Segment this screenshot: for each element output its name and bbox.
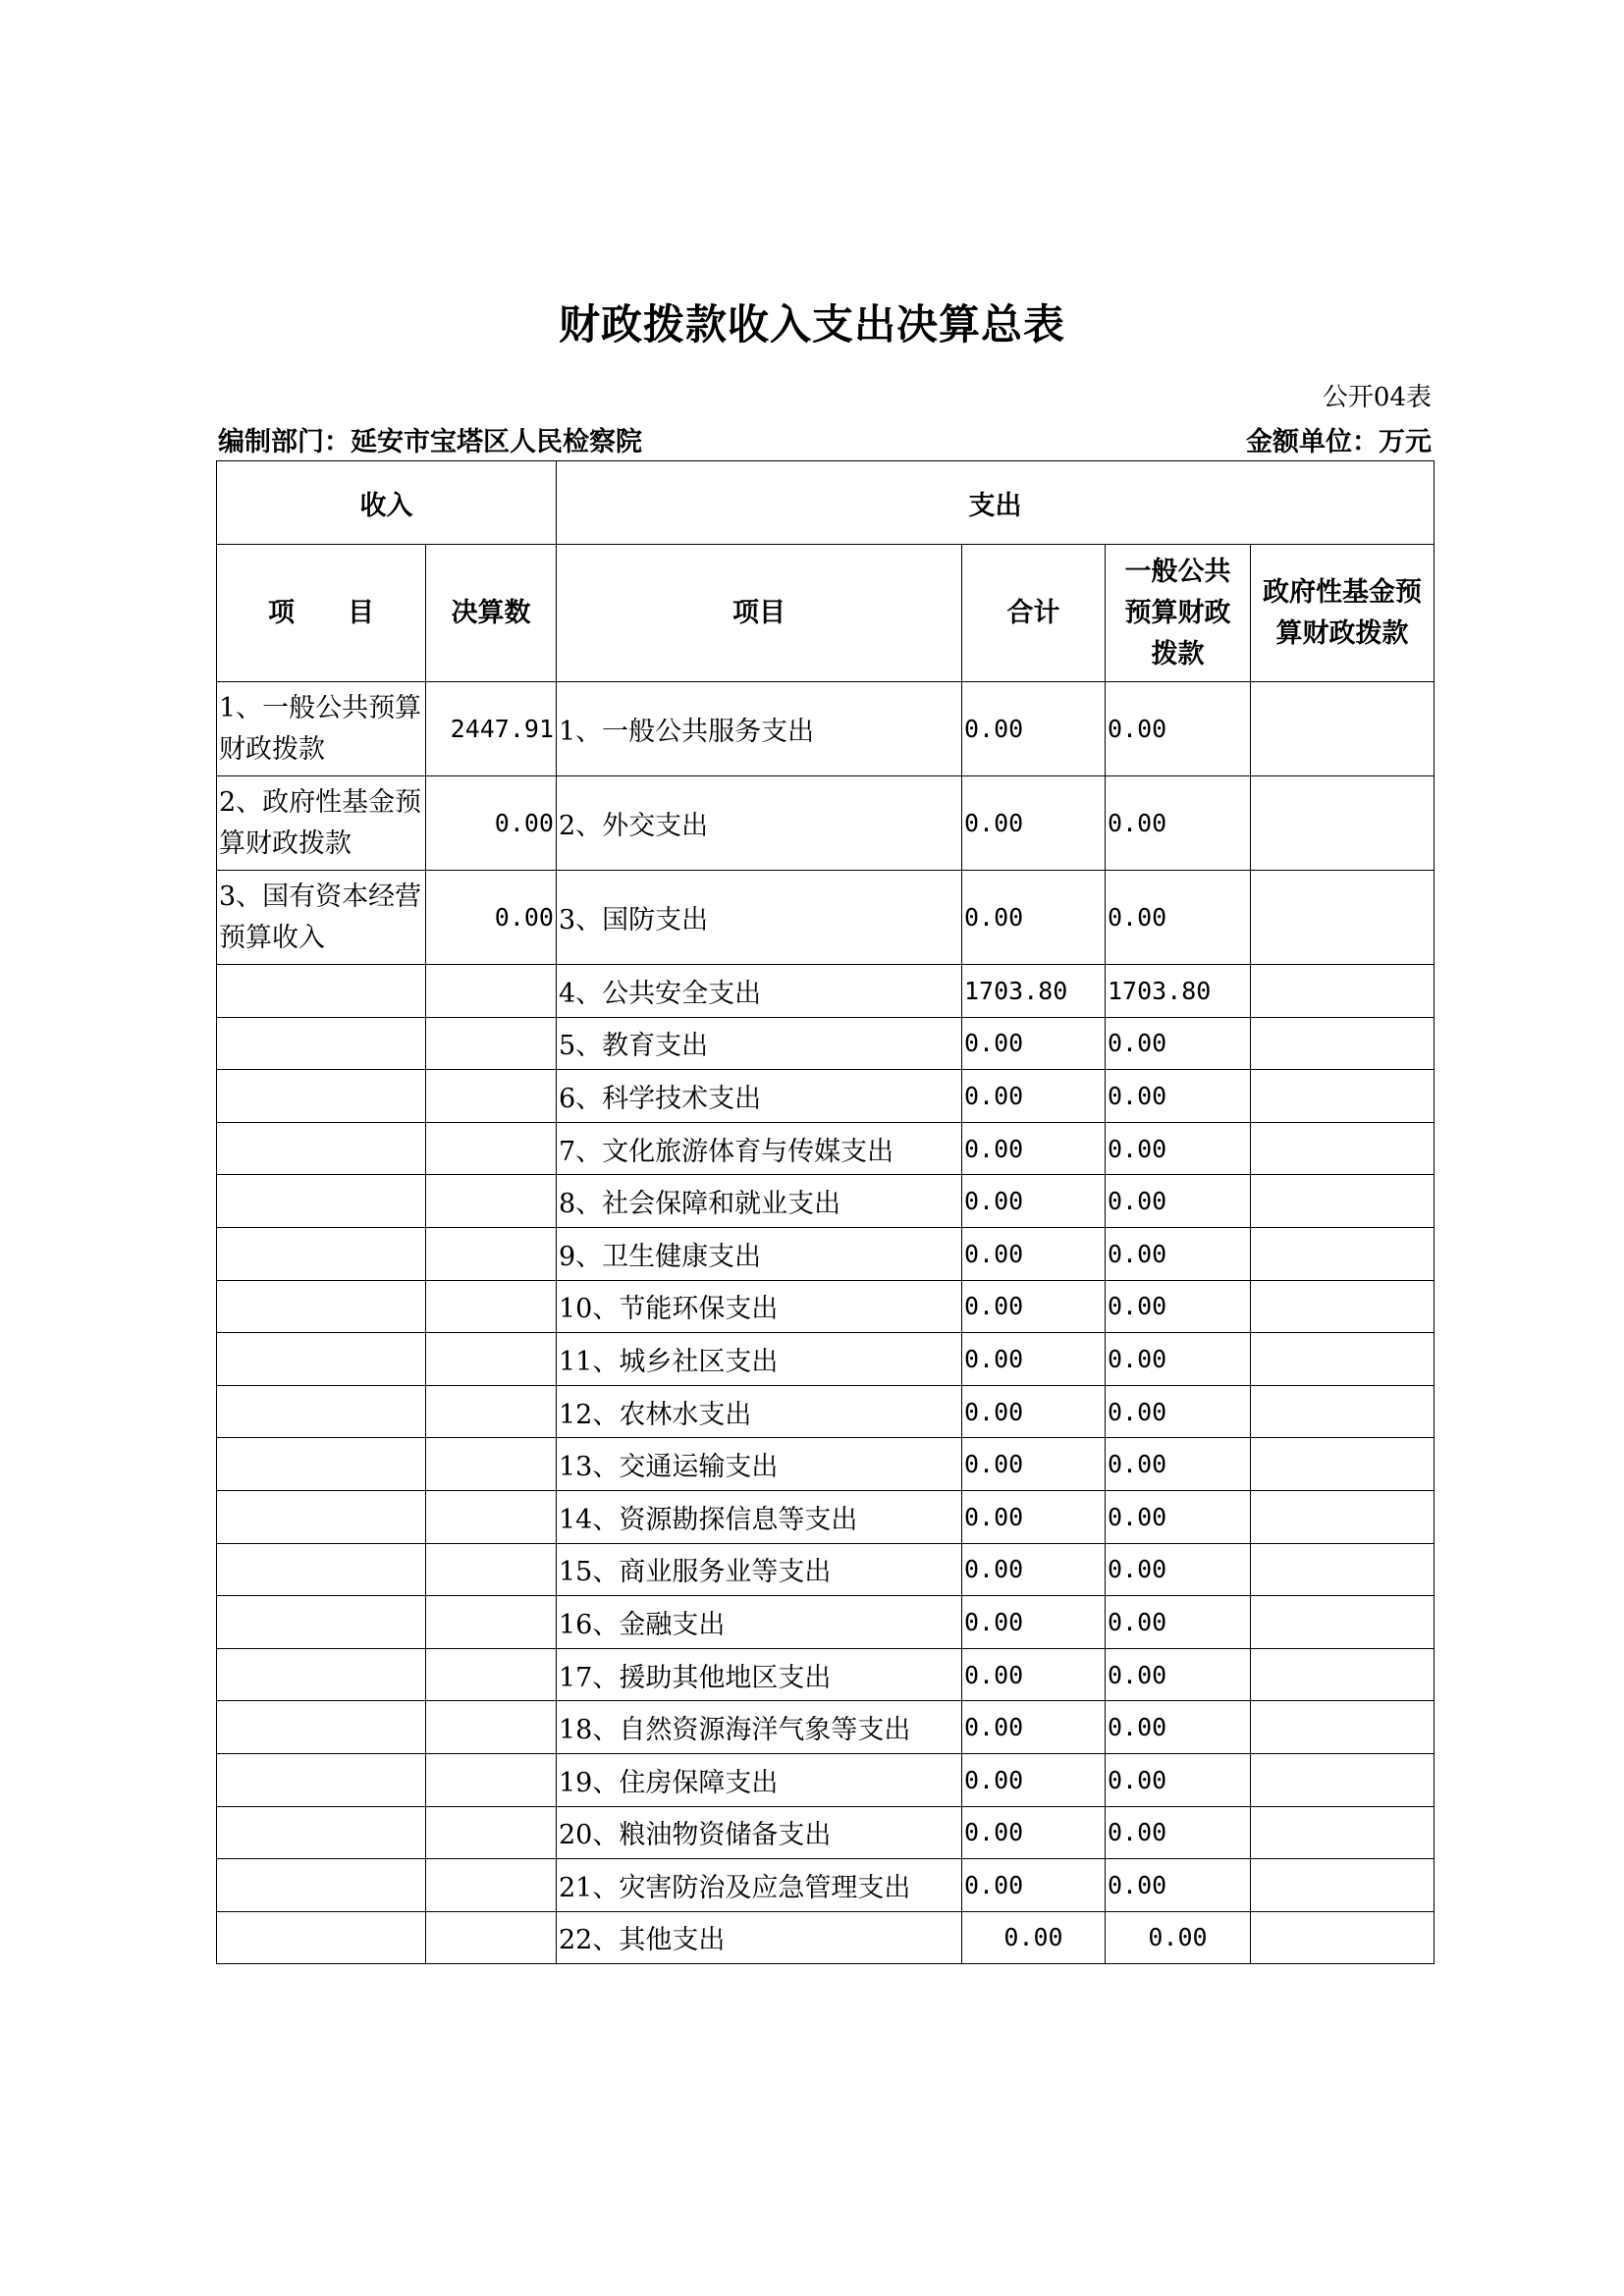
expense-fund-cell (1251, 1806, 1435, 1859)
expense-item-cell: 8、社会保障和就业支出 (557, 1175, 962, 1228)
expense-total-cell: 0.00 (962, 1280, 1106, 1333)
income-header: 收入 (217, 461, 557, 545)
expense-item-cell: 5、教育支出 (557, 1017, 962, 1070)
income-item-cell (217, 1596, 426, 1649)
table-row (217, 776, 1435, 871)
income-item-cell (217, 1280, 426, 1333)
expense-total-cell: 0.00 (962, 1701, 1106, 1754)
expense-general-cell: 0.00 (1106, 1438, 1251, 1491)
expense-fund-cell (1251, 1280, 1435, 1333)
income-item-cell: 3、国有资本经营预算收入 (217, 871, 426, 965)
income-amount-cell: 0.00 (426, 776, 557, 871)
income-item-cell (217, 1859, 426, 1912)
expense-total-cell: 0.00 (962, 682, 1106, 776)
expense-general-cell: 0.00 (1106, 1070, 1251, 1123)
final-amount-header: 决算数 (426, 545, 557, 682)
expense-fund-cell (1251, 1333, 1435, 1386)
expense-item-cell: 12、农林水支出 (557, 1385, 962, 1438)
expense-item-cell: 2、外交支出 (557, 776, 962, 871)
table-row (217, 1070, 1435, 1123)
expense-total-cell: 0.00 (962, 1438, 1106, 1491)
table-row (217, 1806, 1435, 1859)
expense-fund-cell (1251, 1438, 1435, 1491)
expense-item-cell: 22、其他支出 (557, 1911, 962, 1964)
income-item-cell (217, 1122, 426, 1175)
income-amount-cell (426, 1490, 557, 1543)
header-row-2 (217, 545, 1435, 682)
general-budget-header: 一般公共预算财政拨款 (1106, 545, 1251, 682)
income-amount-cell (426, 1122, 557, 1175)
expense-fund-cell (1251, 1701, 1435, 1754)
expense-general-cell: 0.00 (1106, 1753, 1251, 1806)
expense-total-cell: 0.00 (962, 776, 1106, 871)
income-amount-cell (426, 1438, 557, 1491)
expense-total-cell: 0.00 (962, 1543, 1106, 1596)
income-item-header: 项 目 (217, 545, 426, 682)
income-amount-cell (426, 1596, 557, 1649)
expense-general-cell: 0.00 (1106, 1490, 1251, 1543)
expense-general-cell: 0.00 (1106, 1701, 1251, 1754)
expense-item-cell: 19、住房保障支出 (557, 1753, 962, 1806)
expense-total-cell: 0.00 (962, 1333, 1106, 1386)
expense-total-cell: 0.00 (962, 1911, 1106, 1964)
income-amount-cell (426, 1280, 557, 1333)
expense-general-cell: 0.00 (1106, 1227, 1251, 1280)
expense-general-cell: 0.00 (1106, 1280, 1251, 1333)
income-amount-cell (426, 1175, 557, 1228)
expense-general-cell: 0.00 (1106, 1122, 1251, 1175)
table-row (217, 1543, 1435, 1596)
income-item-cell (217, 1333, 426, 1386)
expense-general-cell: 0.00 (1106, 1911, 1251, 1964)
header-row-1 (217, 461, 1435, 545)
table-row (217, 1333, 1435, 1386)
expense-fund-cell (1251, 1175, 1435, 1228)
income-item-cell (217, 1385, 426, 1438)
expense-general-cell: 1703.80 (1106, 965, 1251, 1018)
expense-general-cell: 0.00 (1106, 1175, 1251, 1228)
expense-item-cell: 14、资源勘探信息等支出 (557, 1490, 962, 1543)
expense-fund-cell (1251, 871, 1435, 965)
expense-total-cell: 0.00 (962, 1070, 1106, 1123)
income-amount-cell (426, 1911, 557, 1964)
expense-total-cell: 0.00 (962, 1175, 1106, 1228)
expense-item-cell: 13、交通运输支出 (557, 1438, 962, 1491)
expense-item-cell: 21、灾害防治及应急管理支出 (557, 1859, 962, 1912)
table-row (217, 682, 1435, 776)
expense-fund-cell (1251, 1596, 1435, 1649)
expense-total-cell: 0.00 (962, 1017, 1106, 1070)
expense-general-cell: 0.00 (1106, 776, 1251, 871)
expense-general-cell: 0.00 (1106, 1543, 1251, 1596)
table-row (217, 1385, 1435, 1438)
expense-item-cell: 18、自然资源海洋气象等支出 (557, 1701, 962, 1754)
income-item-cell (217, 1806, 426, 1859)
expense-fund-cell (1251, 682, 1435, 776)
expense-total-cell: 0.00 (962, 1806, 1106, 1859)
income-amount-cell (426, 1543, 557, 1596)
expense-general-cell: 0.00 (1106, 1385, 1251, 1438)
income-amount-cell (426, 1648, 557, 1701)
table-body (217, 682, 1435, 1964)
table-row (217, 1911, 1435, 1964)
expense-total-cell: 0.00 (962, 1648, 1106, 1701)
income-amount-cell (426, 1385, 557, 1438)
expense-fund-cell (1251, 1859, 1435, 1912)
expense-item-cell: 16、金融支出 (557, 1596, 962, 1649)
table-row (217, 1753, 1435, 1806)
table-row (217, 1175, 1435, 1228)
income-item-cell (217, 1175, 426, 1228)
expense-header: 支出 (557, 461, 1435, 545)
expense-item-cell: 11、城乡社区支出 (557, 1333, 962, 1386)
expense-item-cell: 20、粮油物资储备支出 (557, 1806, 962, 1859)
expense-item-cell: 10、节能环保支出 (557, 1280, 962, 1333)
expense-item-cell: 7、文化旅游体育与传媒支出 (557, 1122, 962, 1175)
expense-total-cell: 0.00 (962, 1122, 1106, 1175)
table-row (217, 1859, 1435, 1912)
income-amount-cell (426, 1701, 557, 1754)
income-amount-cell (426, 1070, 557, 1123)
income-item-cell (217, 1490, 426, 1543)
income-item-cell (217, 1911, 426, 1964)
income-amount-cell (426, 1017, 557, 1070)
total-header: 合计 (962, 545, 1106, 682)
income-item-cell (217, 1227, 426, 1280)
gov-fund-header: 政府性基金预算财政拨款 (1251, 545, 1435, 682)
table-row (217, 1438, 1435, 1491)
expense-general-cell: 0.00 (1106, 871, 1251, 965)
income-amount-cell (426, 1859, 557, 1912)
expense-item-cell: 17、援助其他地区支出 (557, 1648, 962, 1701)
expense-total-cell: 0.00 (962, 871, 1106, 965)
page-title: 财政拨款收入支出决算总表 (558, 300, 1065, 348)
income-item-cell (217, 1753, 426, 1806)
expense-item-cell: 4、公共安全支出 (557, 965, 962, 1018)
income-amount-cell: 2447.91 (426, 682, 557, 776)
expense-total-cell: 0.00 (962, 1596, 1106, 1649)
expense-general-cell: 0.00 (1106, 1017, 1251, 1070)
expense-general-cell: 0.00 (1106, 1806, 1251, 1859)
income-amount-cell (426, 1806, 557, 1859)
income-item-cell (217, 1543, 426, 1596)
income-item-cell: 1、一般公共预算财政拨款 (217, 682, 426, 776)
expense-fund-cell (1251, 1911, 1435, 1964)
income-amount-cell (426, 965, 557, 1018)
expense-general-cell: 0.00 (1106, 1859, 1251, 1912)
budget-table (216, 460, 1435, 1964)
form-number: 公开04表 (1322, 383, 1432, 412)
expense-fund-cell (1251, 1070, 1435, 1123)
expense-total-cell: 1703.80 (962, 965, 1106, 1018)
expense-item-cell: 9、卫生健康支出 (557, 1227, 962, 1280)
expense-total-cell: 0.00 (962, 1227, 1106, 1280)
table-row (217, 1017, 1435, 1070)
compiling-department: 编制部门：延安市宝塔区人民检察院 (218, 427, 642, 457)
expense-general-cell: 0.00 (1106, 682, 1251, 776)
income-item-cell (217, 1701, 426, 1754)
income-amount-cell (426, 1753, 557, 1806)
expense-total-cell: 0.00 (962, 1385, 1106, 1438)
table-row (217, 965, 1435, 1018)
expense-fund-cell (1251, 1017, 1435, 1070)
expense-fund-cell (1251, 1753, 1435, 1806)
income-item-cell (217, 1070, 426, 1123)
expense-fund-cell (1251, 1648, 1435, 1701)
expense-fund-cell (1251, 1227, 1435, 1280)
expense-item-cell: 3、国防支出 (557, 871, 962, 965)
expense-fund-cell (1251, 965, 1435, 1018)
expense-general-cell: 0.00 (1106, 1333, 1251, 1386)
table-row (217, 1122, 1435, 1175)
expense-item-cell: 15、商业服务业等支出 (557, 1543, 962, 1596)
expense-total-cell: 0.00 (962, 1490, 1106, 1543)
expense-fund-cell (1251, 1543, 1435, 1596)
table-row (217, 1280, 1435, 1333)
income-item-cell (217, 1648, 426, 1701)
expense-fund-cell (1251, 1490, 1435, 1543)
table-row (217, 1596, 1435, 1649)
expense-fund-cell (1251, 776, 1435, 871)
expense-item-cell: 6、科学技术支出 (557, 1070, 962, 1123)
income-item-cell (217, 1438, 426, 1491)
expense-fund-cell (1251, 1122, 1435, 1175)
expense-total-cell: 0.00 (962, 1859, 1106, 1912)
amount-unit: 金额单位：万元 (1246, 427, 1432, 457)
income-amount-cell (426, 1227, 557, 1280)
income-item-cell (217, 965, 426, 1018)
income-item-cell (217, 1017, 426, 1070)
income-amount-cell (426, 1333, 557, 1386)
table-row (217, 1227, 1435, 1280)
expense-general-cell: 0.00 (1106, 1648, 1251, 1701)
expense-item-header: 项目 (557, 545, 962, 682)
expense-general-cell: 0.00 (1106, 1596, 1251, 1649)
expense-item-cell: 1、一般公共服务支出 (557, 682, 962, 776)
income-amount-cell: 0.00 (426, 871, 557, 965)
expense-fund-cell (1251, 1385, 1435, 1438)
table-row (217, 1701, 1435, 1754)
table-row (217, 1648, 1435, 1701)
income-item-cell: 2、政府性基金预算财政拨款 (217, 776, 426, 871)
table-row (217, 871, 1435, 965)
table-row (217, 1490, 1435, 1543)
expense-total-cell: 0.00 (962, 1753, 1106, 1806)
